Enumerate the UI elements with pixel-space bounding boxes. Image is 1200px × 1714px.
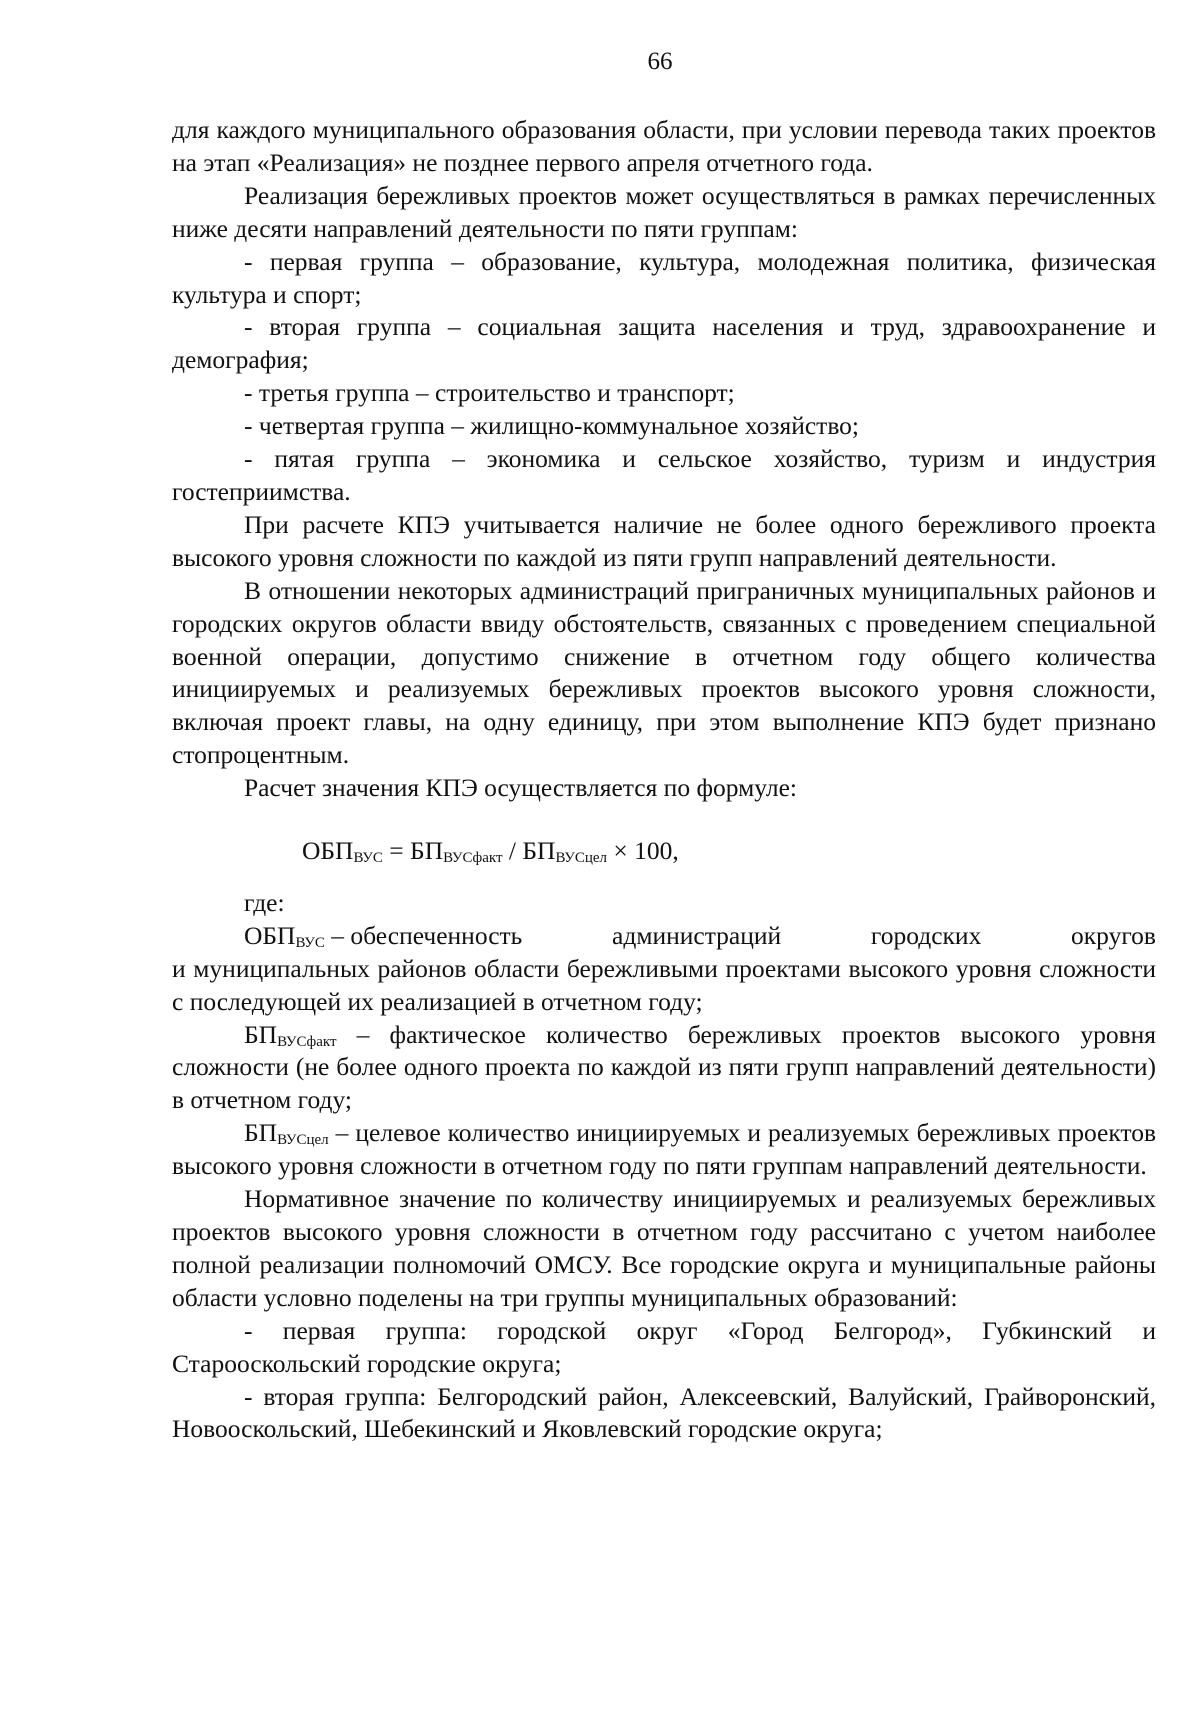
formula-tail: × 100,: [607, 836, 679, 866]
definition-bp-fact: $БП_{ВУСфакт}$ – фактическое количество бережливых проектов высокого уровня сложности (не более одного проекта по каждой из пяти групп направлений деятельности) в отчетном году;: [172, 1019, 1156, 1115]
formula-lhs-subscript: ВУС: [353, 850, 383, 867]
definition-word: администраций: [612, 920, 782, 950]
page-number: 66: [647, 48, 673, 75]
list-item: - вторая группа – социальная защита населения и труд, здравоохранение и демография;: [172, 312, 1156, 375]
list-item: - третья группа – строительство и транспорт;: [244, 378, 735, 408]
definition-word: городских: [870, 920, 982, 950]
formula-divide: /: [502, 836, 523, 866]
document-body: [172, 114, 1156, 1446]
list-item: - первая группа – образование, культура, молодежная политика, физическая культура и спорт;: [172, 246, 1156, 309]
definition-obp-first-line: [172, 920, 1156, 953]
paragraph: Нормативное значение по количеству инициируемых и реализуемых бережливых проектов высокого уровня сложности в отчетном году рассчитано с учетом наиболее полной реализации полномочий ОМСУ. Все городские округа и муниципальные районы области условно поделены на три группы муниципальных образований:: [172, 1184, 1156, 1312]
definition-term: $ОБП_{ВУС}$ – обеспеченность: [244, 920, 523, 951]
definition-word: округов: [1071, 920, 1156, 950]
paragraph: В отношении некоторых администраций приграничных муниципальных районов и городских округов области ввиду обстоятельств, связанных с проведением специальной военной операции, допустимо снижение в отчетном году общего количества инициируемых и реализуемых бережливых проектов высокого уровня сложности, включая проект главы, на одну единицу, при этом выполнение КПЭ будет признано стопроцентным.: [172, 575, 1156, 770]
where-label: где:: [244, 887, 285, 917]
formula-denominator: БП: [522, 836, 556, 866]
formula: [172, 835, 1156, 868]
formula-lhs: ОБП: [302, 836, 354, 866]
formula-denominator-subscript: ВУСцел: [555, 850, 608, 867]
paragraph: Реализация бережливых проектов может осуществляться в рамках перечисленных ниже десяти направлений деятельности по пяти группам:: [172, 180, 1156, 243]
list-item: - четвертая группа – жилищно-коммунальное хозяйство;: [244, 411, 860, 441]
formula-numerator-subscript: ВУСфакт: [443, 850, 503, 867]
paragraph: Расчет значения КПЭ осуществляется по формуле:: [244, 773, 797, 803]
formula-equals: =: [382, 836, 411, 866]
definition-bp-target: $БП_{ВУСцел}$ – целевое количество инициируемых и реализуемых бережливых проектов высокого уровня сложности в отчетном году по пяти группам направлений деятельности.: [172, 1118, 1156, 1181]
definition-obp-rest: и муниципальных районов области бережливыми проектами высокого уровня сложности с последующей их реализацией в отчетном году;: [172, 953, 1156, 1016]
paragraph: для каждого муниципального образования области, при условии перевода таких проектов на этап «Реализация» не позднее первого апреля отчетного года.: [172, 115, 1156, 177]
paragraph: При расчете КПЭ учитывается наличие не более одного бережливого проекта высокого уровня сложности по каждой из пяти групп направлений деятельности.: [172, 509, 1156, 572]
list-item: - вторая группа: Белгородский район, Алексеевский, Валуйский, Грайворонский, Новооскольский, Шебекинский и Яковлевский городские округа;: [172, 1381, 1156, 1444]
list-item: - пятая группа – экономика и сельское хозяйство, туризм и индустрия гостеприимства.: [172, 444, 1156, 506]
formula-numerator: БП: [410, 836, 444, 866]
list-item: - первая группа: городской округ «Город Белгород», Губкинский и Старооскольский городские округа;: [172, 1315, 1156, 1378]
